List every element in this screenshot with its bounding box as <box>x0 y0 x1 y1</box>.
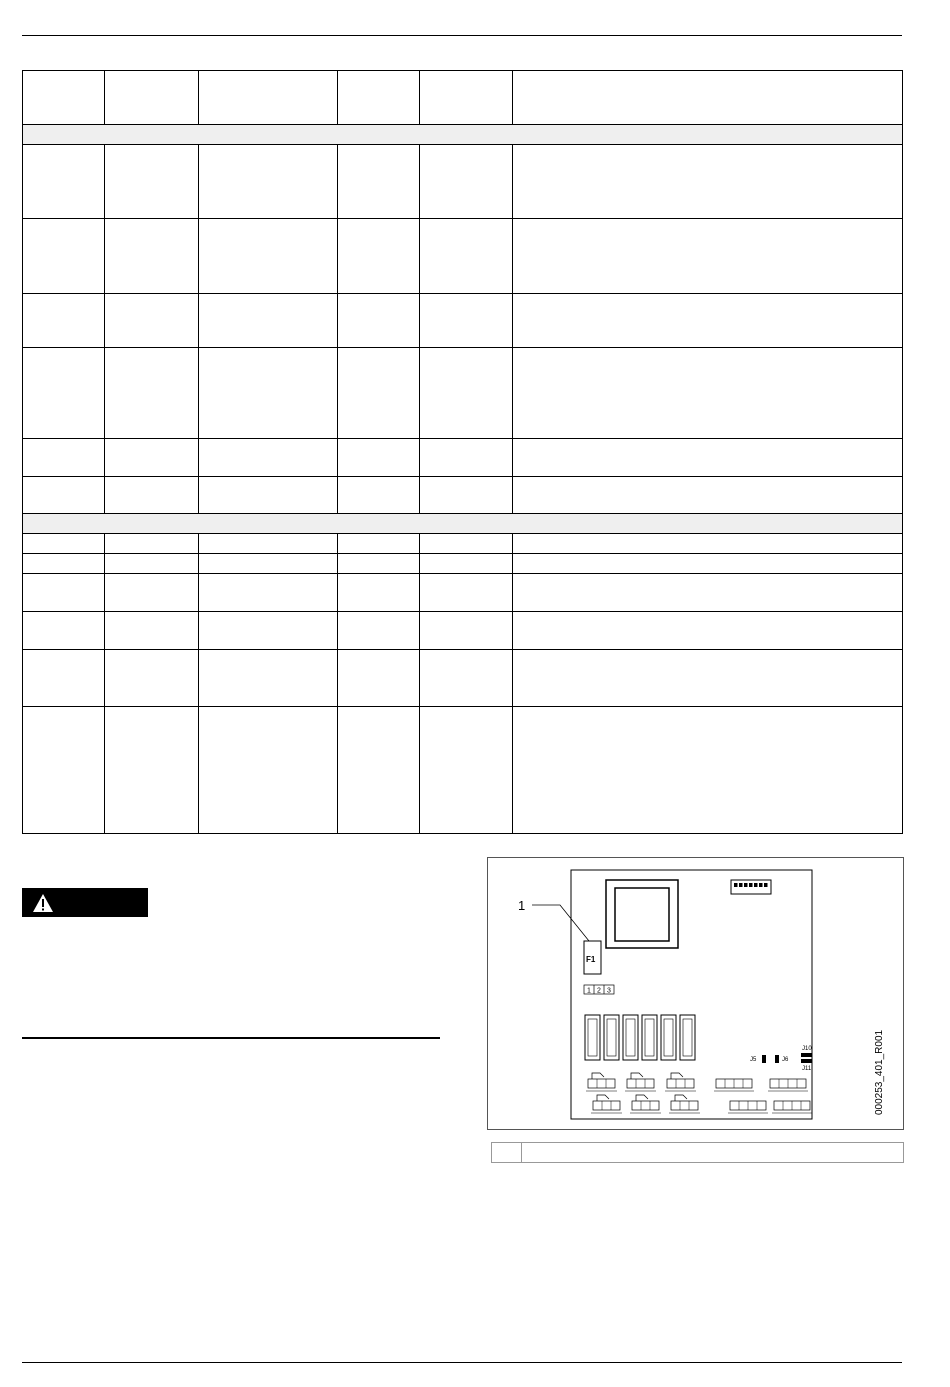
table-row <box>23 574 903 612</box>
jumper-label-j11: J11 <box>802 1066 812 1072</box>
warning-label <box>22 888 148 917</box>
figure-legend <box>491 1142 904 1163</box>
table-row <box>23 477 903 514</box>
table-row <box>23 145 903 219</box>
terminal-label-1: 1 <box>587 987 591 995</box>
footer-rule <box>22 1362 902 1363</box>
table-row <box>23 707 903 834</box>
table-section-row <box>23 125 903 145</box>
jumper-label-j10: J10 <box>802 1046 812 1052</box>
header-rule <box>22 35 902 36</box>
image-code: 000253_401_R001 <box>874 1029 885 1115</box>
section-separator <box>22 1037 440 1039</box>
legend-number <box>492 1143 522 1162</box>
parameter-table <box>22 70 903 834</box>
circuit-board-figure <box>487 857 904 1130</box>
table-row <box>23 534 903 554</box>
jumper-label-j6: J6 <box>782 1057 789 1063</box>
table-row <box>23 554 903 574</box>
table-row <box>23 612 903 650</box>
fuse-label: F1 <box>586 955 596 964</box>
callout-number: 1 <box>518 898 526 913</box>
jumper-label-j5: J5 <box>750 1057 757 1063</box>
table-row <box>23 439 903 477</box>
table-header-row <box>23 71 903 125</box>
terminal-label-3: 3 <box>607 987 611 995</box>
table-row <box>23 294 903 348</box>
table-row <box>23 348 903 439</box>
table-row <box>23 219 903 294</box>
terminal-label-2: 2 <box>597 987 601 995</box>
table-section-row <box>23 514 903 534</box>
table-row <box>23 650 903 707</box>
warning-triangle-icon <box>32 893 54 913</box>
